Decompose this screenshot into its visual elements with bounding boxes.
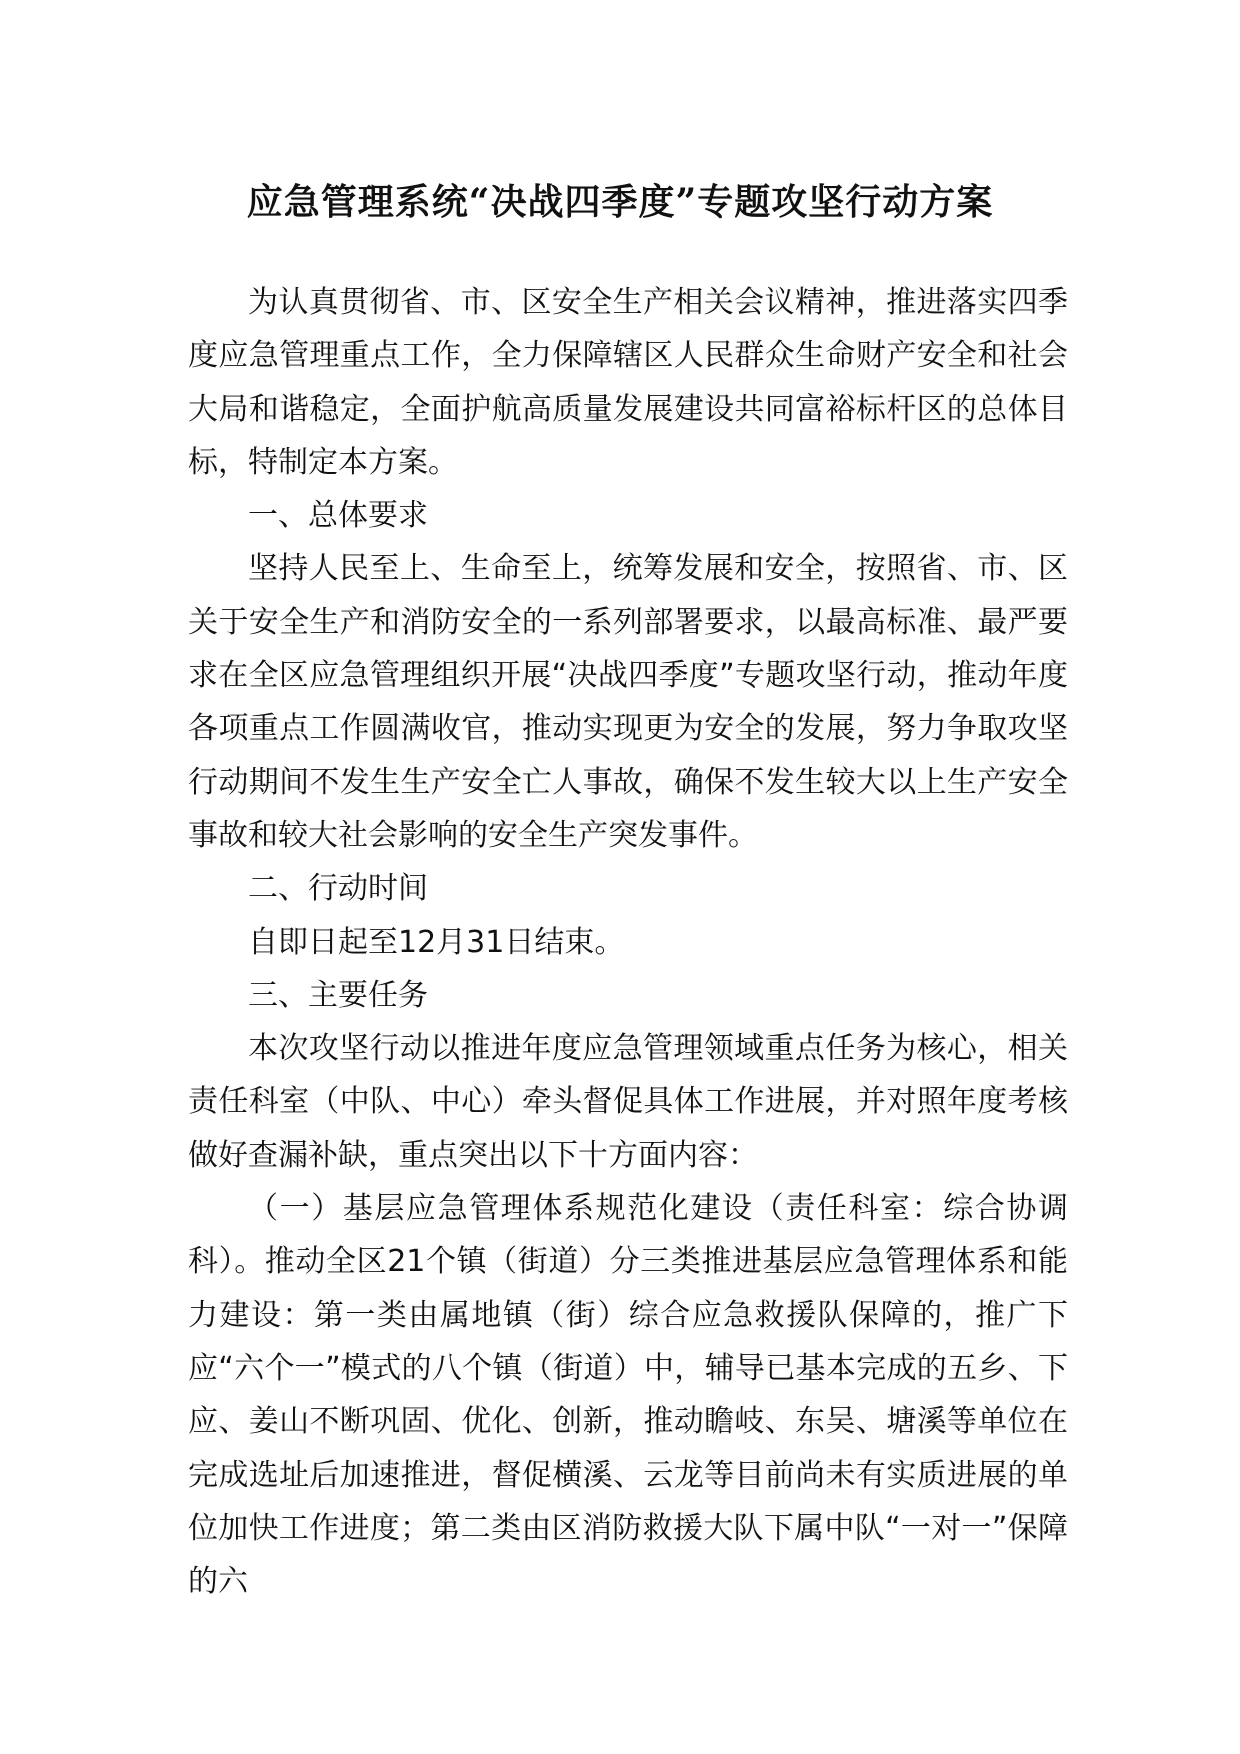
document-body [188, 276, 1068, 1608]
heading-main-tasks: 三、主要任务 [248, 977, 428, 1013]
paragraph-main-tasks: 本次攻坚行动以推进年度应急管理领域重点任务为核心，相关责任科室（中队、中心）牵头督促具体工作进展，并对照年度考核做好查漏补缺，重点突出以下十方面内容： [188, 1031, 1068, 1173]
paragraph-action-time: 自即日起至12月31日结束。 [248, 924, 625, 960]
paragraph-intro: 为认真贯彻省、市、区安全生产相关会议精神，推进落实四季度应急管理重点工作，全力保障辖区人民群众生命财产安全和社会大局和谐稳定，全面护航高质量发展建设共同富裕标杆区的总体目标，特制定本方案。 [188, 285, 1068, 480]
paragraph-task-one: （一）基层应急管理体系规范化建设（责任科室：综合协调科）。推动全区21个镇（街道）分三类推进基层应急管理体系和能力建设：第一类由属地镇（街）综合应急救援队保障的，推广下应“六个一”模式的八个镇（街道）中，辅导已基本完成的五乡、下应、姜山不断巩固、优化、创新，推动瞻岐、东吴、塘溪等单位在完成选址后加速推进，督促横溪、云龙等目前尚未有实质进展的单位加快工作进度；第二类由区消防救援大队下属中队“一对一”保障的六 [188, 1191, 1068, 1600]
heading-general-requirements: 一、总体要求 [248, 498, 428, 534]
document-title: 应急管理系统“决战四季度”专题攻坚行动方案 [246, 181, 994, 223]
paragraph-general-requirements: 坚持人民至上、生命至上，统筹发展和安全，按照省、市、区关于安全生产和消防安全的一系列部署要求，以最高标准、最严要求在全区应急管理组织开展“决战四季度”专题攻坚行动，推动年度各项重点工作圆满收官，推动实现更为安全的发展，努力争取攻坚行动期间不发生生产安全亡人事故，确保不发生较大以上生产安全事故和较大社会影响的安全生产突发事件。 [188, 551, 1068, 853]
heading-action-time: 二、行动时间 [248, 871, 428, 907]
